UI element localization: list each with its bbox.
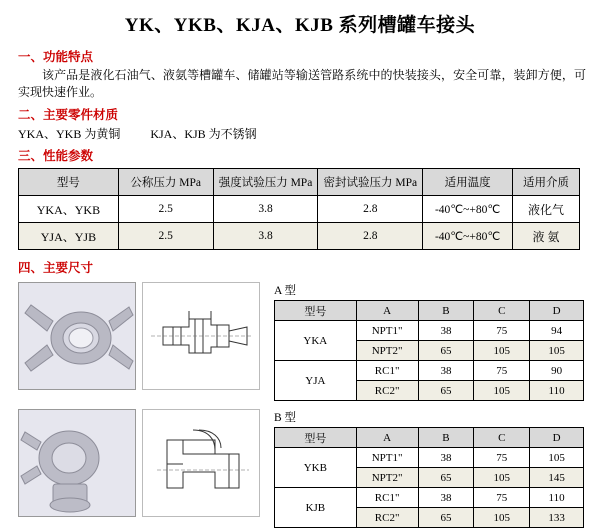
dimension-group-a bbox=[0, 282, 600, 401]
dim-a-col-3: C bbox=[474, 301, 530, 321]
dim-b-r2-c1: RC1" bbox=[356, 488, 418, 508]
dim-a-r2-c4: 90 bbox=[530, 361, 584, 381]
dim-a-r1-c1: NPT2" bbox=[356, 341, 418, 361]
dim-a-r1-c3: 105 bbox=[474, 341, 530, 361]
dim-a-r2-c2: 38 bbox=[418, 361, 474, 381]
dim-a-model-yka: YKA bbox=[275, 321, 357, 361]
dim-b-r1-c4: 145 bbox=[530, 468, 584, 488]
table-row bbox=[275, 448, 584, 468]
dim-a-r3-c4: 110 bbox=[530, 381, 584, 401]
dim-b-col-2: B bbox=[418, 428, 474, 448]
material-line-steel: KJA、KJB 为不锈钢 bbox=[150, 127, 257, 141]
dim-b-r0-c1: NPT1" bbox=[356, 448, 418, 468]
perf-col-2: 强度试验压力 MPa bbox=[213, 169, 318, 196]
table-row bbox=[275, 321, 584, 341]
perf-col-3: 密封试验压力 MPa bbox=[318, 169, 423, 196]
coupling-photo-b bbox=[18, 409, 136, 517]
dim-a-r3-c1: RC2" bbox=[356, 381, 418, 401]
features-text: 该产品是液化石油气、液氨等槽罐车、储罐站等输送管路系统中的快装接头，安全可靠，装卸方便，可实现快速作业。 bbox=[18, 68, 586, 99]
perf-r1-c3: 2.8 bbox=[318, 223, 423, 250]
perf-r0-c4: -40℃~+80℃ bbox=[423, 196, 513, 223]
page-title: YK、YKB、KJA、KJB 系列槽罐车接头 bbox=[124, 15, 476, 36]
dimension-table-a bbox=[274, 300, 584, 401]
perf-r0-c0: YKA、YKB bbox=[19, 196, 119, 223]
dim-b-r2-c4: 110 bbox=[530, 488, 584, 508]
section-heading-material: 二、主要零件材质 bbox=[18, 108, 119, 122]
dim-b-r1-c2: 65 bbox=[418, 468, 474, 488]
perf-col-0: 型号 bbox=[19, 169, 119, 196]
perf-col-1: 公称压力 MPa bbox=[118, 169, 213, 196]
section-heading-dimensions: 四、主要尺寸 bbox=[18, 261, 94, 275]
table-row bbox=[275, 361, 584, 381]
dim-b-r1-c1: NPT2" bbox=[356, 468, 418, 488]
dim-b-r0-c3: 75 bbox=[474, 448, 530, 468]
table-row bbox=[19, 223, 580, 250]
perf-r0-c5: 液化气 bbox=[513, 196, 580, 223]
dim-b-col-0: 型号 bbox=[275, 428, 357, 448]
perf-r1-c5: 液 氨 bbox=[513, 223, 580, 250]
dim-b-model-ykb: YKB bbox=[275, 448, 357, 488]
perf-r1-c1: 2.5 bbox=[118, 223, 213, 250]
dimension-table-a-wrap bbox=[274, 282, 584, 401]
perf-r0-c3: 2.8 bbox=[318, 196, 423, 223]
dim-a-r2-c3: 75 bbox=[474, 361, 530, 381]
performance-table bbox=[18, 168, 580, 250]
dim-b-r0-c2: 38 bbox=[418, 448, 474, 468]
table-header-row bbox=[275, 428, 584, 448]
dim-b-r1-c3: 105 bbox=[474, 468, 530, 488]
dim-a-col-4: D bbox=[530, 301, 584, 321]
dimension-group-b bbox=[0, 409, 600, 528]
dim-b-r0-c4: 105 bbox=[530, 448, 584, 468]
dim-a-col-0: 型号 bbox=[275, 301, 357, 321]
table-row bbox=[19, 196, 580, 223]
dim-a-r1-c2: 65 bbox=[418, 341, 474, 361]
type-label-a: A 型 bbox=[274, 285, 297, 297]
dim-b-model-kjb: KJB bbox=[275, 488, 357, 528]
perf-col-5: 适用介质 bbox=[513, 169, 580, 196]
dim-b-r3-c1: RC2" bbox=[356, 508, 418, 528]
dim-a-r2-c1: RC1" bbox=[356, 361, 418, 381]
dimension-table-b bbox=[274, 427, 584, 528]
dim-a-r3-c3: 105 bbox=[474, 381, 530, 401]
dim-b-r2-c2: 38 bbox=[418, 488, 474, 508]
dimension-table-b-wrap bbox=[274, 409, 584, 528]
material-lines bbox=[18, 125, 600, 142]
table-row bbox=[275, 488, 584, 508]
section-heading-performance: 三、性能参数 bbox=[18, 149, 94, 163]
perf-r1-c4: -40℃~+80℃ bbox=[423, 223, 513, 250]
material-line-brass: YKA、YKB 为黄铜 bbox=[18, 127, 121, 141]
section-heading-features: 一、功能特点 bbox=[18, 50, 94, 64]
perf-r1-c2: 3.8 bbox=[213, 223, 318, 250]
dim-a-r0-c1: NPT1" bbox=[356, 321, 418, 341]
dim-b-col-3: C bbox=[474, 428, 530, 448]
coupling-drawing-b bbox=[142, 409, 260, 517]
dim-b-col-4: D bbox=[530, 428, 584, 448]
dim-b-r3-c2: 65 bbox=[418, 508, 474, 528]
type-label-b: B 型 bbox=[274, 412, 297, 424]
perf-col-4: 适用温度 bbox=[423, 169, 513, 196]
dim-a-r0-c3: 75 bbox=[474, 321, 530, 341]
dim-a-model-yja: YJA bbox=[275, 361, 357, 401]
dim-a-col-2: B bbox=[418, 301, 474, 321]
perf-r0-c2: 3.8 bbox=[213, 196, 318, 223]
table-header-row bbox=[275, 301, 584, 321]
perf-r0-c1: 2.5 bbox=[118, 196, 213, 223]
dim-a-r1-c4: 105 bbox=[530, 341, 584, 361]
dim-a-r0-c4: 94 bbox=[530, 321, 584, 341]
dim-a-col-1: A bbox=[356, 301, 418, 321]
dim-a-r3-c2: 65 bbox=[418, 381, 474, 401]
dim-b-r2-c3: 75 bbox=[474, 488, 530, 508]
coupling-photo-a bbox=[18, 282, 136, 390]
dim-a-r0-c2: 38 bbox=[418, 321, 474, 341]
table-header-row bbox=[19, 169, 580, 196]
dim-b-col-1: A bbox=[356, 428, 418, 448]
perf-r1-c0: YJA、YJB bbox=[19, 223, 119, 250]
dim-b-r3-c3: 105 bbox=[474, 508, 530, 528]
coupling-drawing-a bbox=[142, 282, 260, 390]
dim-b-r3-c4: 133 bbox=[530, 508, 584, 528]
